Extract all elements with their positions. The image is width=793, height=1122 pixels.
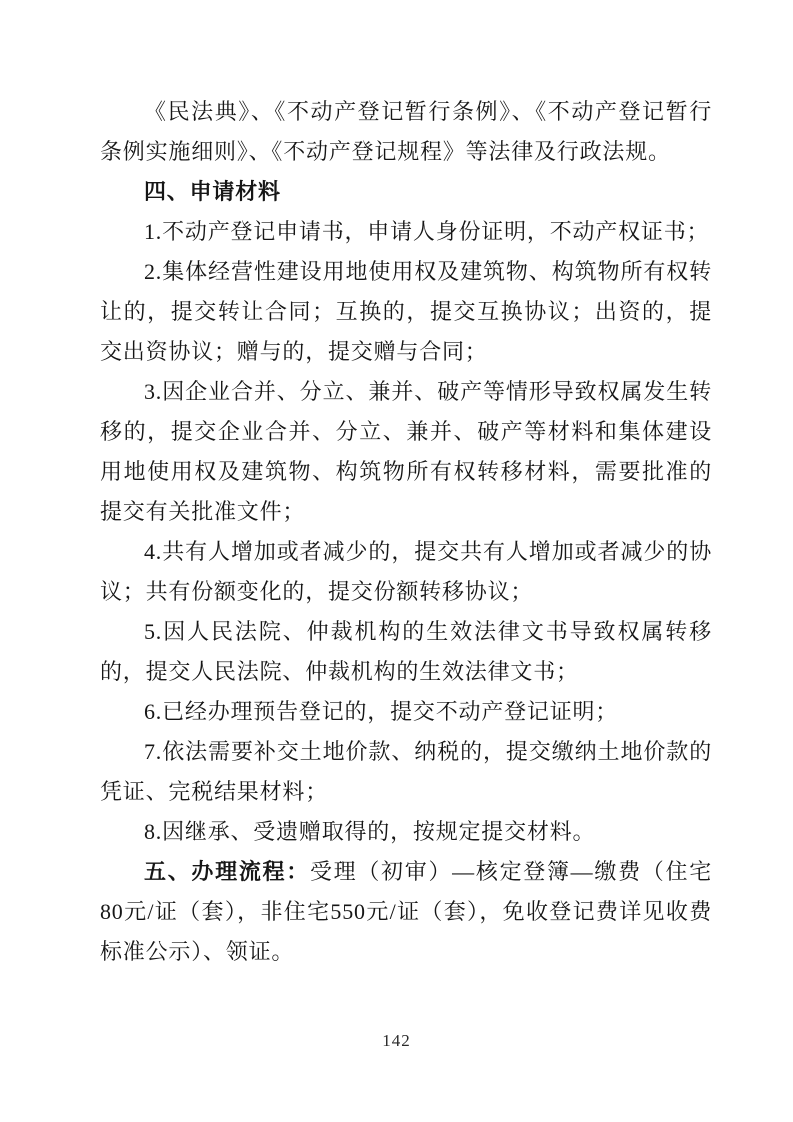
section-heading-processing-flow: 五、办理流程： xyxy=(144,859,310,884)
list-item-6: 6.已经办理预告登记的，提交不动产登记证明； xyxy=(144,699,619,724)
list-item-5: 5.因人民法院、仲裁机构的生效法律文书导致权属转移的，提交人民法院、仲裁机构的生效法律文书； xyxy=(100,619,712,684)
paragraph-legal-basis: 《民法典》、《不动产登记暂行条例》、《不动产登记暂行条例实施细则》、《不动产登记规程》等法律及行政法规。 xyxy=(100,99,712,164)
paragraph-processing-flow xyxy=(100,852,712,972)
page-number: 142 xyxy=(382,1031,411,1050)
section-heading-application-materials: 四、申请材料 xyxy=(144,179,281,204)
list-item-7: 7.依法需要补交土地价款、纳税的，提交缴纳土地价款的凭证、完税结果材料； xyxy=(100,739,712,804)
list-item-1: 1.不动产登记申请书，申请人身份证明，不动产权证书； xyxy=(144,219,710,244)
document-body xyxy=(100,92,712,972)
list-item-4: 4.共有人增加或者减少的，提交共有人增加或者减少的协议；共有份额变化的，提交份额转移协议； xyxy=(100,539,712,604)
list-item-3: 3.因企业合并、分立、兼并、破产等情形导致权属发生转移的，提交企业合并、分立、兼并、破产等材料和集体建设用地使用权及建筑物、构筑物所有权转移材料，需要批准的提交有关批准文件； xyxy=(100,379,712,524)
processing-flow-text: 受理（初审）—核定登簿—缴费（住宅80元/证（套），非住宅550元/证（套），免收登记费详见收费标准公示）、领证。 xyxy=(100,859,712,964)
list-item-8: 8.因继承、受遗赠取得的，按规定提交材料。 xyxy=(144,819,596,844)
list-item-2: 2.集体经营性建设用地使用权及建筑物、构筑物所有权转让的，提交转让合同；互换的，提交互换协议；出资的，提交出资协议；赠与的，提交赠与合同； xyxy=(100,259,712,364)
